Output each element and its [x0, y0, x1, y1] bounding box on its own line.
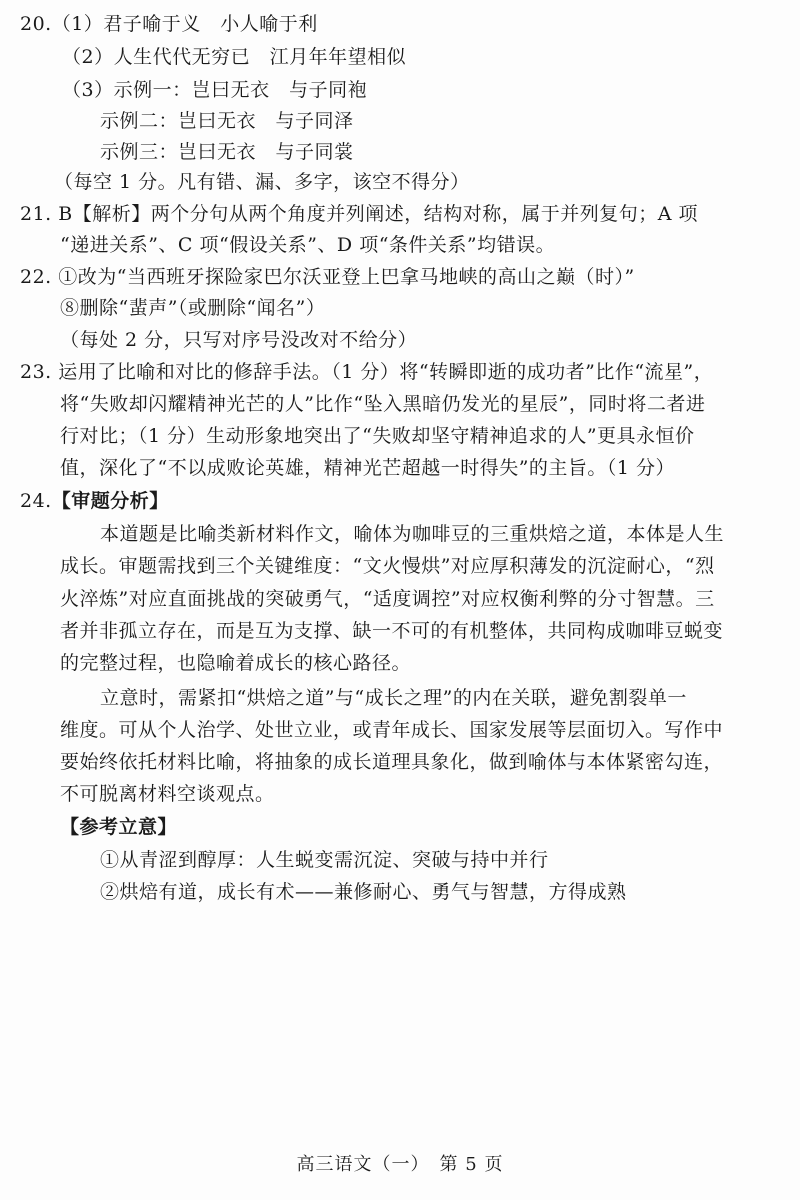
q24-p1-line-2: 成长。审题需找到三个关键维度：“文火慢烘”对应厚积薄发的沉淀耐心，“烈	[60, 555, 715, 577]
q21-text-1: B【解析】两个分句从两个角度并列阐述，结构对称，属于并列复句；A 项	[58, 203, 698, 225]
q20-line-4: 示例二：岂曰无衣 与子同泽	[100, 110, 354, 132]
q24-section-heading: 【审题分析】	[51, 490, 169, 512]
q24-reference-heading: 【参考立意】	[60, 816, 178, 838]
q20-line-3: （3）示例一：岂曰无衣 与子同袍	[62, 79, 368, 101]
q24-line-heading	[20, 489, 169, 513]
q21-number: 21.	[20, 203, 52, 225]
q24-p2-line-2: 维度。可从个人治学、处世立业，或青年成长、国家发展等层面切入。写作中	[60, 719, 724, 741]
q24-p1-line-3: 火淬炼”对应直面挑战的突破勇气，“适度调控”对应权衡利弊的分寸智慧。三	[60, 588, 715, 610]
q22-text-1: ①改为“当西班牙探险家巴尔沃亚登上巴拿马地峡的高山之巅（时）”	[58, 266, 635, 288]
q23-line-3: 行对比；（1 分）生动形象地突出了“失败却坚守精神追求的人”更具永恒价	[60, 425, 695, 447]
q23-line-2: 将“失败却闪耀精神光芒的人”比作“坠入黑暗仍发光的星辰”，同时将二者进	[60, 393, 706, 415]
page-footer: 高三语文（一） 第 5 页	[296, 1154, 504, 1175]
q22-line-1	[20, 265, 635, 289]
q20-scoring-note: （每空 1 分。凡有错、漏、多字，该空不得分）	[54, 171, 470, 193]
q20-text-1: （1）君子喻于义 小人喻于利	[51, 13, 318, 35]
q24-p2-line-1: 立意时，需紧扣“烘焙之道”与“成长之理”的内在关联，避免割裂单一	[100, 687, 687, 709]
q21-line-1	[20, 202, 698, 226]
q24-p1-line-4: 者并非孤立存在，而是互为支撑、缺一不可的有机整体，共同构成咖啡豆蜕变	[60, 620, 724, 642]
q23-line-4: 值，深化了“不以成败论英雄，精神光芒超越一时得失”的主旨。（1 分）	[60, 457, 676, 479]
q21-line-2: “递进关系”、C 项“假设关系”、D 项“条件关系”均错误。	[60, 234, 556, 256]
q24-reference-idea-2: ②烘焙有道，成长有术——兼修耐心、勇气与智慧，方得成熟	[100, 881, 627, 903]
q22-line-2: ⑧删除“蜚声”（或删除“闻名”）	[60, 297, 326, 319]
q24-p2-line-4: 不可脱离材料空谈观点。	[60, 783, 275, 805]
q24-p2-line-3: 要始终依托材料比喻，将抽象的成长道理具象化，做到喻体与本体紧密勾连，	[60, 751, 724, 773]
q20-line-1	[20, 12, 318, 36]
q24-p1-line-5: 的完整过程，也隐喻着成长的核心路径。	[60, 652, 412, 674]
q23-number: 23.	[20, 361, 52, 383]
q24-reference-idea-1: ①从青涩到醇厚：人生蜕变需沉淀、突破与持中并行	[100, 849, 549, 871]
q20-line-2: （2）人生代代无穷已 江月年年望相似	[62, 46, 407, 68]
q23-line-1	[20, 360, 713, 384]
q20-line-5: 示例三：岂曰无衣 与子同裳	[100, 141, 354, 163]
q22-scoring-note: （每处 2 分，只写对序号没改对不给分）	[60, 329, 418, 351]
q24-p1-line-1: 本道题是比喻类新材料作文，喻体为咖啡豆的三重烘焙之道，本体是人生	[100, 523, 725, 545]
q24-number: 24.	[20, 490, 52, 512]
q22-number: 22.	[20, 266, 52, 288]
q20-number: 20.	[20, 13, 52, 35]
q23-text-1: 运用了比喻和对比的修辞手法。（1 分）将“转瞬即逝的成功者”比作“流星”，	[58, 361, 714, 383]
